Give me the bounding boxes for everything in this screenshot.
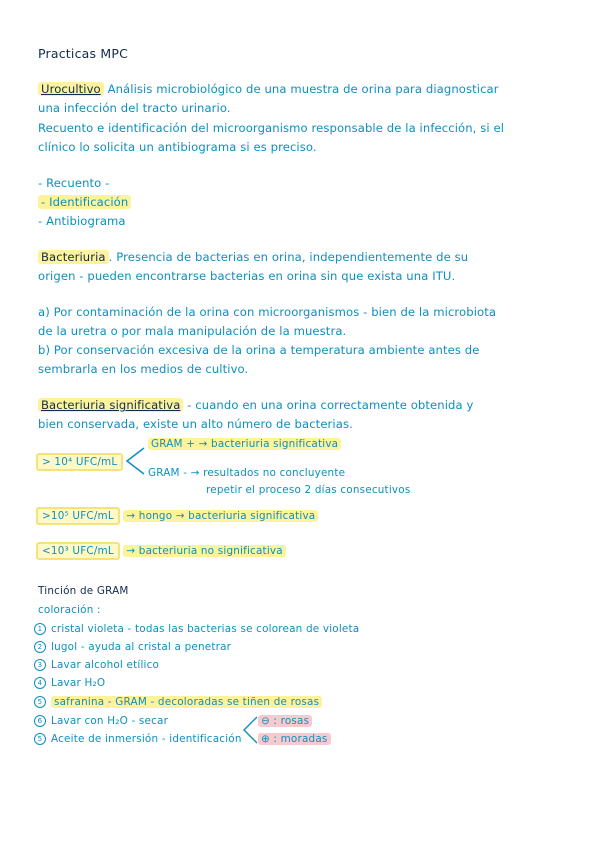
bacteriuria-a1: a) Por contaminación de la orina con microorganismos - bien de la microbiota xyxy=(38,305,497,319)
threshold-row-10-3 xyxy=(36,545,286,557)
significativa-line2: bien conservada, existe un alto número de bacterias. xyxy=(38,417,353,431)
threshold-box-10-5: >10⁵ UFC/mL xyxy=(36,507,120,525)
gram-positive-result: GRAM + → bacteriuria significativa xyxy=(148,438,341,450)
urocultivo-line2: una infección del tracto urinario. xyxy=(38,101,231,115)
gram-result-angle-icon xyxy=(241,715,259,745)
gram-step-7: 5 Aceite de inmersión - identificación xyxy=(34,733,242,745)
gram-positive-color: ⊕ : moradas xyxy=(258,733,331,745)
bacteriuria-text1: . Presencia de bacterias en orina, independientemente de su xyxy=(108,250,469,264)
gram-negative-result: GRAM - → resultados no concluyente xyxy=(148,467,346,479)
urocultivo-text1: Análisis microbiológico de una muestra de orina para diagnosticar xyxy=(107,82,499,96)
gram-step-1: 1 cristal violeta - todas las bacterias se colorean de violeta xyxy=(34,623,359,635)
gram-step-5: 5 safranina - GRAM - decoloradas se tiñen de rosas xyxy=(34,696,322,708)
bacteriuria-b2: sembrarla en los medios de cultivo. xyxy=(38,362,249,376)
gram-step-3: 3 Lavar alcohol etílico xyxy=(34,659,159,671)
gram-subtitle: coloración : xyxy=(38,604,101,616)
threshold-10-5-text: → hongo → bacteriuria significativa xyxy=(123,510,318,522)
urocultivo-line4: clínico lo solicita un antibiograma si es preciso. xyxy=(38,140,317,154)
step-recuento: - Recuento - xyxy=(38,176,110,190)
urocultivo-line1 xyxy=(38,82,499,96)
significativa-term: Bacteriuria significativa xyxy=(38,398,183,412)
step-identificacion: - Identificación xyxy=(38,195,131,209)
step-antibiograma: - Antibiograma xyxy=(38,214,126,228)
repeat-process-note: repetir el proceso 2 días consecutivos xyxy=(206,484,411,496)
page-title: Practicas MPC xyxy=(38,46,129,61)
urocultivo-line3: Recuento e identificación del microorganismo responsable de la infección, si el xyxy=(38,121,505,135)
bacteriuria-line1 xyxy=(38,250,468,264)
bacteriuria-line2: origen - pueden encontrarse bacterias en orina sin que exista una ITU. xyxy=(38,269,456,283)
significativa-line1 xyxy=(38,398,473,412)
threshold-10-3-text: → bacteriuria no significativa xyxy=(123,545,285,557)
gram-step-2: 2 lugol - ayuda al cristal a penetrar xyxy=(34,641,231,653)
bacteriuria-a2: de la uretra o por mala manipulación de la muestra. xyxy=(38,324,347,338)
bacteriuria-b1: b) Por conservación excesiva de la orina a temperatura ambiente antes de xyxy=(38,343,480,357)
gram-title: Tinción de GRAM xyxy=(38,585,129,597)
urocultivo-term: Urocultivo xyxy=(38,82,104,96)
threshold-row-10-5 xyxy=(36,510,318,522)
gram-step-4: 4 Lavar H₂O xyxy=(34,677,105,689)
significativa-text1: - cuando en una orina correctamente obtenida y xyxy=(187,398,474,412)
bracket-angle-icon xyxy=(124,446,146,476)
threshold-box-10-4: > 10⁴ UFC/mL xyxy=(36,453,123,471)
threshold-box-10-3: <10³ UFC/mL xyxy=(36,542,120,560)
gram-negative-color: ⊖ : rosas xyxy=(258,715,312,727)
gram-step-6: 6 Lavar con H₂O - secar xyxy=(34,715,168,727)
bacteriuria-term: Bacteriuria xyxy=(38,250,109,264)
